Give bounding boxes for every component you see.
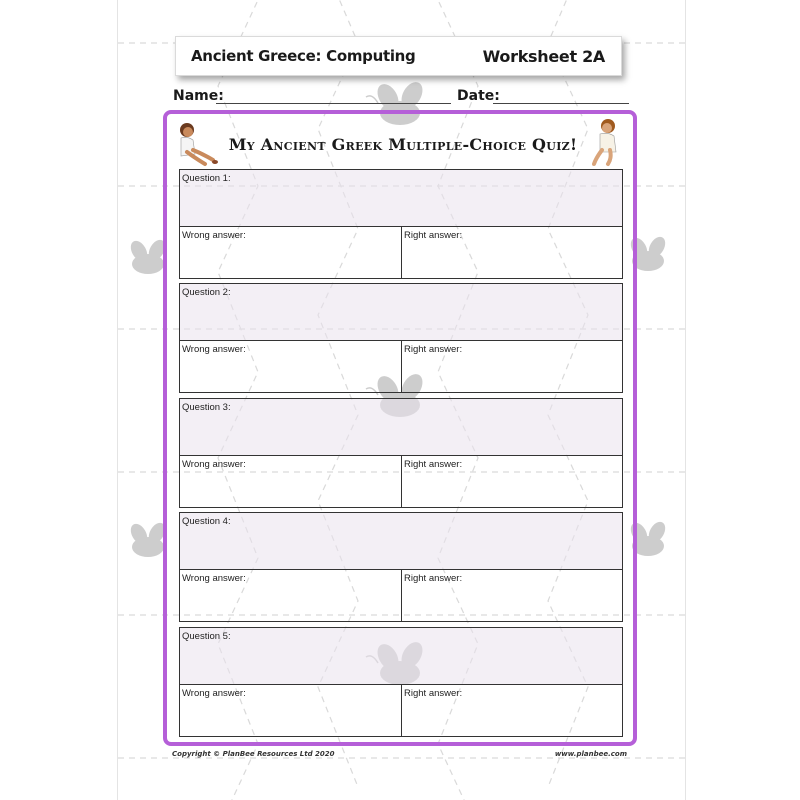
website-link[interactable]: www.planbee.com	[554, 750, 627, 758]
quiz-title: My Ancient Greek Multiple-Choice Quiz!	[228, 135, 578, 154]
question-label: Question 3:	[182, 402, 231, 413]
right-answer-label: Right answer:	[404, 344, 463, 355]
wrong-answer-label: Wrong answer:	[182, 230, 246, 241]
question-box[interactable]	[180, 170, 622, 227]
date-field[interactable]	[493, 103, 629, 104]
right-answer-box[interactable]	[402, 341, 623, 392]
right-answer-label: Right answer:	[404, 230, 463, 241]
right-answer-box[interactable]	[402, 456, 623, 507]
wrong-answer-box[interactable]	[180, 227, 402, 278]
greek-child-figure-right	[588, 118, 624, 168]
header-bar	[175, 36, 622, 76]
worksheet-page	[117, 0, 686, 800]
worksheet-number: Worksheet 2A	[482, 46, 605, 66]
question-label: Question 2:	[182, 287, 231, 298]
wrong-answer-box[interactable]	[180, 570, 402, 621]
worksheet-title: Ancient Greece: Computing	[191, 47, 416, 65]
right-answer-label: Right answer:	[404, 688, 463, 699]
right-answer-box[interactable]	[402, 570, 623, 621]
wrong-answer-box[interactable]	[180, 685, 402, 736]
question-block	[179, 627, 623, 737]
question-box[interactable]	[180, 284, 622, 341]
question-block	[179, 512, 623, 622]
wrong-answer-label: Wrong answer:	[182, 573, 246, 584]
name-label: Name:	[173, 88, 224, 104]
question-box[interactable]	[180, 628, 622, 685]
date-label: Date:	[457, 88, 500, 104]
question-label: Question 4:	[182, 516, 231, 527]
wrong-answer-box[interactable]	[180, 341, 402, 392]
question-block	[179, 169, 623, 279]
right-answer-box[interactable]	[402, 227, 623, 278]
wrong-answer-label: Wrong answer:	[182, 459, 246, 470]
name-field[interactable]	[216, 103, 451, 104]
question-label: Question 1:	[182, 173, 231, 184]
wrong-answer-label: Wrong answer:	[182, 344, 246, 355]
greek-child-figure-left	[173, 120, 221, 168]
wrong-answer-label: Wrong answer:	[182, 688, 246, 699]
copyright-text: Copyright © PlanBee Resources Ltd 2020	[172, 750, 335, 758]
question-block	[179, 283, 623, 393]
question-box[interactable]	[180, 513, 622, 570]
right-answer-label: Right answer:	[404, 459, 463, 470]
right-answer-label: Right answer:	[404, 573, 463, 584]
wrong-answer-box[interactable]	[180, 456, 402, 507]
right-answer-box[interactable]	[402, 685, 623, 736]
question-label: Question 5:	[182, 631, 231, 642]
question-box[interactable]	[180, 399, 622, 456]
question-block	[179, 398, 623, 508]
